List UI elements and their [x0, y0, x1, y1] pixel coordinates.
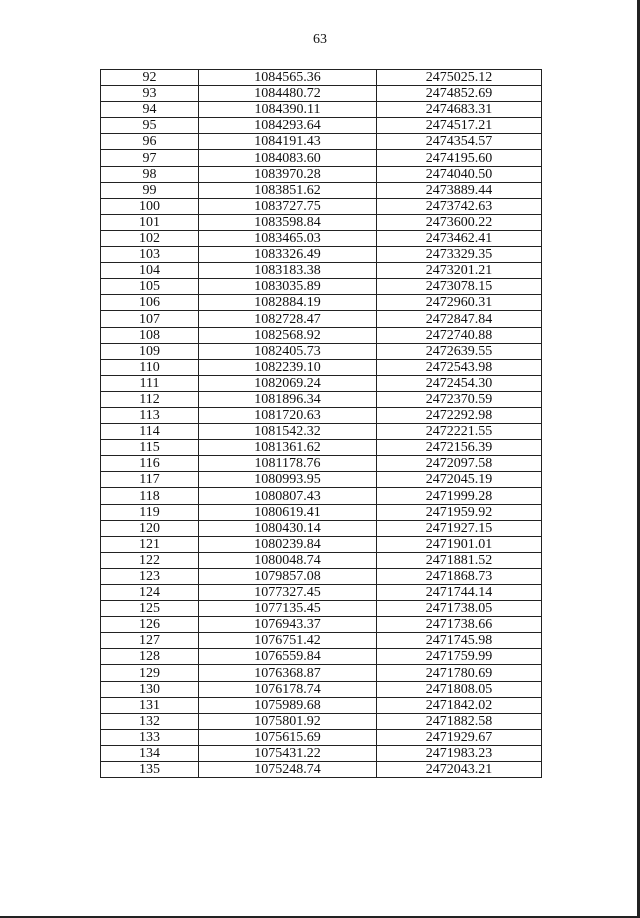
table-row	[101, 198, 542, 214]
y-coordinate-cell: 2471999.28	[377, 488, 542, 504]
x-coordinate-cell: 1076751.42	[199, 633, 377, 649]
point-number-cell: 128	[101, 649, 199, 665]
point-number-cell: 126	[101, 617, 199, 633]
table-row	[101, 713, 542, 729]
point-number-cell: 95	[101, 118, 199, 134]
x-coordinate-cell: 1084293.64	[199, 118, 377, 134]
x-coordinate-cell: 1080807.43	[199, 488, 377, 504]
point-number-cell: 123	[101, 568, 199, 584]
x-coordinate-cell: 1076559.84	[199, 649, 377, 665]
y-coordinate-cell: 2472097.58	[377, 456, 542, 472]
y-coordinate-cell: 2474354.57	[377, 134, 542, 150]
table-row	[101, 214, 542, 230]
table-row	[101, 697, 542, 713]
table-row	[101, 729, 542, 745]
x-coordinate-cell: 1083183.38	[199, 263, 377, 279]
y-coordinate-cell: 2472156.39	[377, 440, 542, 456]
point-number-cell: 98	[101, 166, 199, 182]
y-coordinate-cell: 2473742.63	[377, 198, 542, 214]
point-number-cell: 99	[101, 182, 199, 198]
table-row	[101, 295, 542, 311]
point-number-cell: 135	[101, 762, 199, 778]
point-number-cell: 94	[101, 102, 199, 118]
point-number-cell: 103	[101, 247, 199, 263]
y-coordinate-cell: 2471842.02	[377, 697, 542, 713]
point-number-cell: 111	[101, 375, 199, 391]
x-coordinate-cell: 1081720.63	[199, 407, 377, 423]
table-row	[101, 70, 542, 86]
x-coordinate-cell: 1082069.24	[199, 375, 377, 391]
point-number-cell: 97	[101, 150, 199, 166]
x-coordinate-cell: 1083851.62	[199, 182, 377, 198]
x-coordinate-cell: 1084390.11	[199, 102, 377, 118]
table-row	[101, 681, 542, 697]
x-coordinate-cell: 1080430.14	[199, 520, 377, 536]
point-number-cell: 115	[101, 440, 199, 456]
point-number-cell: 106	[101, 295, 199, 311]
point-number-cell: 104	[101, 263, 199, 279]
y-coordinate-cell: 2473889.44	[377, 182, 542, 198]
table-row	[101, 327, 542, 343]
y-coordinate-cell: 2471738.66	[377, 617, 542, 633]
table-row	[101, 182, 542, 198]
point-number-cell: 131	[101, 697, 199, 713]
x-coordinate-cell: 1080239.84	[199, 536, 377, 552]
point-number-cell: 133	[101, 729, 199, 745]
point-number-cell: 120	[101, 520, 199, 536]
point-number-cell: 102	[101, 230, 199, 246]
y-coordinate-cell: 2471929.67	[377, 729, 542, 745]
x-coordinate-cell: 1082728.47	[199, 311, 377, 327]
x-coordinate-cell: 1076178.74	[199, 681, 377, 697]
point-number-cell: 105	[101, 279, 199, 295]
y-coordinate-cell: 2471882.58	[377, 713, 542, 729]
point-number-cell: 125	[101, 601, 199, 617]
point-number-cell: 119	[101, 504, 199, 520]
point-number-cell: 114	[101, 424, 199, 440]
table-row	[101, 617, 542, 633]
y-coordinate-cell: 2472221.55	[377, 424, 542, 440]
y-coordinate-cell: 2471738.05	[377, 601, 542, 617]
y-coordinate-cell: 2471983.23	[377, 745, 542, 761]
y-coordinate-cell: 2475025.12	[377, 70, 542, 86]
table-row	[101, 601, 542, 617]
y-coordinate-cell: 2473600.22	[377, 214, 542, 230]
point-number-cell: 129	[101, 665, 199, 681]
y-coordinate-cell: 2472740.88	[377, 327, 542, 343]
table-row	[101, 649, 542, 665]
table-row	[101, 536, 542, 552]
x-coordinate-cell: 1082884.19	[199, 295, 377, 311]
x-coordinate-cell: 1084480.72	[199, 86, 377, 102]
table-row	[101, 424, 542, 440]
x-coordinate-cell: 1082239.10	[199, 359, 377, 375]
point-number-cell: 116	[101, 456, 199, 472]
x-coordinate-cell: 1081361.62	[199, 440, 377, 456]
table-row	[101, 359, 542, 375]
table-row	[101, 665, 542, 681]
y-coordinate-cell: 2473329.35	[377, 247, 542, 263]
table-row	[101, 585, 542, 601]
table-row	[101, 343, 542, 359]
point-number-cell: 134	[101, 745, 199, 761]
table-row	[101, 472, 542, 488]
x-coordinate-cell: 1075615.69	[199, 729, 377, 745]
y-coordinate-cell: 2472292.98	[377, 407, 542, 423]
point-number-cell: 100	[101, 198, 199, 214]
x-coordinate-cell: 1080993.95	[199, 472, 377, 488]
y-coordinate-cell: 2471901.01	[377, 536, 542, 552]
x-coordinate-cell: 1076368.87	[199, 665, 377, 681]
table-row	[101, 311, 542, 327]
x-coordinate-cell: 1083727.75	[199, 198, 377, 214]
x-coordinate-cell: 1083598.84	[199, 214, 377, 230]
point-number-cell: 107	[101, 311, 199, 327]
table-row	[101, 488, 542, 504]
table-row	[101, 102, 542, 118]
table-row	[101, 118, 542, 134]
y-coordinate-cell: 2473201.21	[377, 263, 542, 279]
x-coordinate-cell: 1077327.45	[199, 585, 377, 601]
y-coordinate-cell: 2471881.52	[377, 552, 542, 568]
point-number-cell: 132	[101, 713, 199, 729]
y-coordinate-cell: 2472370.59	[377, 391, 542, 407]
table-row	[101, 230, 542, 246]
y-coordinate-cell: 2471745.98	[377, 633, 542, 649]
table-row	[101, 745, 542, 761]
x-coordinate-cell: 1084565.36	[199, 70, 377, 86]
x-coordinate-cell: 1082568.92	[199, 327, 377, 343]
y-coordinate-cell: 2471959.92	[377, 504, 542, 520]
table-row	[101, 375, 542, 391]
point-number-cell: 118	[101, 488, 199, 504]
y-coordinate-cell: 2472454.30	[377, 375, 542, 391]
y-coordinate-cell: 2471780.69	[377, 665, 542, 681]
coordinates-table-body	[101, 70, 542, 778]
y-coordinate-cell: 2472543.98	[377, 359, 542, 375]
table-row	[101, 150, 542, 166]
point-number-cell: 130	[101, 681, 199, 697]
x-coordinate-cell: 1082405.73	[199, 343, 377, 359]
x-coordinate-cell: 1080619.41	[199, 504, 377, 520]
table-row	[101, 279, 542, 295]
point-number-cell: 108	[101, 327, 199, 343]
point-number-cell: 101	[101, 214, 199, 230]
x-coordinate-cell: 1075248.74	[199, 762, 377, 778]
page-number: 63	[313, 32, 327, 47]
y-coordinate-cell: 2472043.21	[377, 762, 542, 778]
y-coordinate-cell: 2474683.31	[377, 102, 542, 118]
table-row	[101, 407, 542, 423]
y-coordinate-cell: 2472847.84	[377, 311, 542, 327]
x-coordinate-cell: 1083970.28	[199, 166, 377, 182]
point-number-cell: 109	[101, 343, 199, 359]
y-coordinate-cell: 2473078.15	[377, 279, 542, 295]
table-row	[101, 568, 542, 584]
point-number-cell: 110	[101, 359, 199, 375]
x-coordinate-cell: 1075801.92	[199, 713, 377, 729]
x-coordinate-cell: 1081178.76	[199, 456, 377, 472]
point-number-cell: 124	[101, 585, 199, 601]
table-row	[101, 134, 542, 150]
y-coordinate-cell: 2471744.14	[377, 585, 542, 601]
x-coordinate-cell: 1081542.32	[199, 424, 377, 440]
x-coordinate-cell: 1077135.45	[199, 601, 377, 617]
point-number-cell: 93	[101, 86, 199, 102]
y-coordinate-cell: 2473462.41	[377, 230, 542, 246]
x-coordinate-cell: 1083465.03	[199, 230, 377, 246]
table-row	[101, 552, 542, 568]
y-coordinate-cell: 2474040.50	[377, 166, 542, 182]
y-coordinate-cell: 2474852.69	[377, 86, 542, 102]
table-row	[101, 456, 542, 472]
table-row	[101, 247, 542, 263]
x-coordinate-cell: 1080048.74	[199, 552, 377, 568]
table-row	[101, 263, 542, 279]
point-number-cell: 127	[101, 633, 199, 649]
y-coordinate-cell: 2471808.05	[377, 681, 542, 697]
point-number-cell: 122	[101, 552, 199, 568]
table-row	[101, 762, 542, 778]
y-coordinate-cell: 2471759.99	[377, 649, 542, 665]
table-row	[101, 391, 542, 407]
x-coordinate-cell: 1083035.89	[199, 279, 377, 295]
point-number-cell: 92	[101, 70, 199, 86]
y-coordinate-cell: 2474195.60	[377, 150, 542, 166]
point-number-cell: 96	[101, 134, 199, 150]
x-coordinate-cell: 1084083.60	[199, 150, 377, 166]
point-number-cell: 117	[101, 472, 199, 488]
point-number-cell: 112	[101, 391, 199, 407]
x-coordinate-cell: 1075431.22	[199, 745, 377, 761]
x-coordinate-cell: 1075989.68	[199, 697, 377, 713]
table-row	[101, 86, 542, 102]
y-coordinate-cell: 2472045.19	[377, 472, 542, 488]
x-coordinate-cell: 1084191.43	[199, 134, 377, 150]
point-number-cell: 113	[101, 407, 199, 423]
y-coordinate-cell: 2471927.15	[377, 520, 542, 536]
x-coordinate-cell: 1079857.08	[199, 568, 377, 584]
table-row	[101, 633, 542, 649]
y-coordinate-cell: 2472960.31	[377, 295, 542, 311]
table-row	[101, 166, 542, 182]
x-coordinate-cell: 1081896.34	[199, 391, 377, 407]
coordinates-table	[100, 69, 542, 778]
y-coordinate-cell: 2471868.73	[377, 568, 542, 584]
x-coordinate-cell: 1076943.37	[199, 617, 377, 633]
y-coordinate-cell: 2472639.55	[377, 343, 542, 359]
table-row	[101, 440, 542, 456]
table-row	[101, 520, 542, 536]
table-row	[101, 504, 542, 520]
point-number-cell: 121	[101, 536, 199, 552]
x-coordinate-cell: 1083326.49	[199, 247, 377, 263]
y-coordinate-cell: 2474517.21	[377, 118, 542, 134]
